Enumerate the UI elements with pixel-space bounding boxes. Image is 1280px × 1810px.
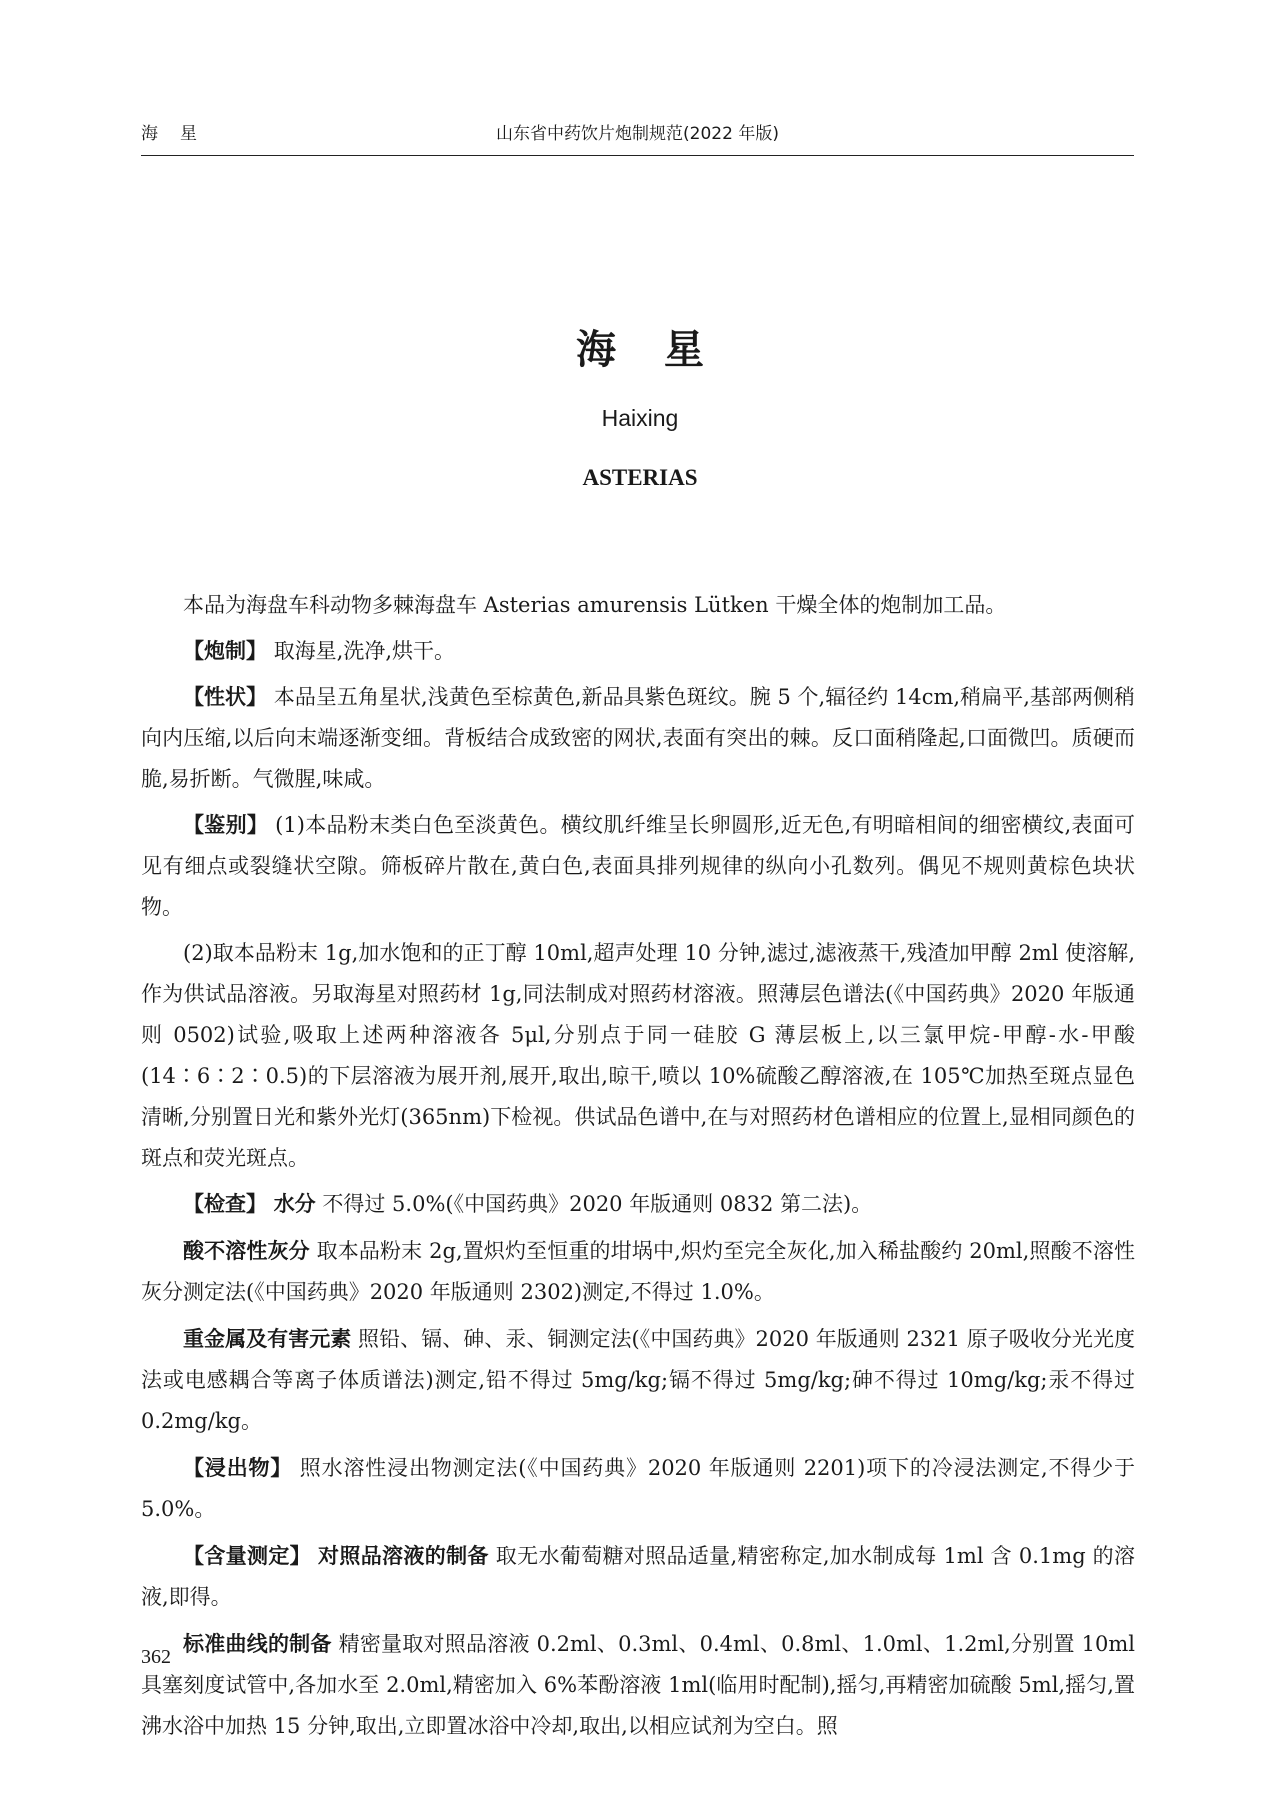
identification-paragraph-2: (2)取本品粉末 1g,加水饱和的正丁醇 10ml,超声处理 10 分钟,滤过,滤液蒸干,残渣加甲醇 2ml 使溶解,作为供试品溶液。另取海星对照药材 1g,同法制成对照药材溶液。照薄层色谱法(《中国药典》2020 年版通则 0502)试验,吸取上述两种溶液各 5μl,分别点于同一硅胶 G 薄层板上,以三氯甲烷-甲醇-水-甲酸(14∶6∶2∶0.5)的下层溶液为展开剂,展开,取出,晾干,喷以 10%硫酸乙醇溶液,在 105℃加热至斑点显色清晰,分别置日光和紫外光灯(365nm)下检视。供试品色谱中,在与对照药材色谱相应的位置上,显相同颜色的斑点和荧光斑点。: [141, 941, 1135, 1170]
intro-paragraph: 本品为海盘车科动物多棘海盘车 Asterias amurensis Lütken 干燥全体的炮制加工品。: [183, 593, 1007, 617]
description-heading: 【性状】: [183, 685, 268, 709]
extract-heading: 【浸出物】: [183, 1456, 293, 1480]
assay-paragraph: [141, 1536, 1135, 1618]
header-entry-name: 海星: [141, 124, 219, 144]
standard-curve-paragraph: [141, 1624, 1135, 1747]
identification-paragraph-1: [141, 805, 1135, 928]
reference-solution-text: 取无水葡萄糖对照品适量,精密称定,加水制成每 1ml 含 0.1mg 的溶液,即得。: [141, 1544, 1135, 1609]
acid-ash-text: 取本品粉末 2g,置炽灼至恒重的坩埚中,炽灼至完全灰化,加入稀盐酸约 20ml,照酸不溶性灰分测定法(《中国药典》2020 年版通则 2302)测定,不得过 1.0%。: [141, 1239, 1135, 1304]
processing-heading: 【炮制】: [183, 639, 267, 663]
processing-paragraph: [141, 631, 1135, 672]
extract-text: 照水溶性浸出物测定法(《中国药典》2020 年版通则 2201)项下的冷浸法测定,不得少于 5.0%。: [141, 1456, 1136, 1521]
moisture-text: 不得过 5.0%(《中国药典》2020 年版通则 0832 第二法)。: [322, 1192, 873, 1216]
heavy-metals-paragraph: [141, 1319, 1135, 1442]
inspection-heading: 【检查】: [183, 1192, 267, 1216]
processing-text: 取海星,洗净,烘干。: [273, 639, 456, 663]
identification-text-1: (1)本品粉末类白色至淡黄色。横纹肌纤维呈长卵圆形,近无色,有明暗相间的细密横纹,表面可见有细点或裂缝状空隙。筛板碎片散在,黄白色,表面具排列规律的纵向小孔数列。偶见不规则黄棕色块状物。: [141, 813, 1136, 919]
extract-paragraph: [141, 1448, 1135, 1530]
acid-ash-paragraph: [141, 1231, 1135, 1313]
standard-curve-text: 精密量取对照品溶液 0.2ml、0.3ml、0.4ml、0.8ml、1.0ml、1.2ml,分别置 10ml 具塞刻度试管中,各加水至 2.0ml,精密加入 6%苯酚溶液 1ml(临用时配制),摇匀,再精密加硫酸 5ml,摇匀,置沸水浴中加热 15 分钟,取出,立即置冰浴中冷却,取出,以相应试剂为空白。照: [141, 1632, 1135, 1738]
inspection-paragraph: [141, 1184, 1135, 1225]
header-book-title: 山东省中药饮片炮制规范(2022 年版): [496, 124, 779, 144]
description-text: 本品呈五角星状,浅黄色至棕黄色,新品具紫色斑纹。腕 5 个,辐径约 14cm,稍扁平,基部两侧稍向内压缩,以后向末端逐渐变细。背板结合成致密的网状,表面有突出的棘。反口面稍隆起,口面微凹。质硬而脆,易折断。气微腥,味咸。: [141, 685, 1136, 791]
heavy-metals-text: 照铅、镉、砷、汞、铜测定法(《中国药典》2020 年版通则 2321 原子吸收分光光度法或电感耦合等离子体质谱法)测定,铅不得过 5mg/kg;镉不得过 5mg/kg;砷不得过 10mg/kg;汞不得过 0.2mg/kg。: [141, 1327, 1135, 1433]
entry-pinyin: Haixing: [601, 405, 679, 431]
running-header: [141, 115, 1134, 156]
moisture-label: 水分: [273, 1192, 316, 1216]
reference-solution-label: 对照品溶液的制备: [318, 1544, 489, 1568]
entry-latin-name: ASTERIAS: [582, 465, 698, 490]
assay-heading: 【含量测定】: [183, 1544, 312, 1568]
page-number: 362: [141, 1646, 171, 1668]
description-paragraph: [141, 677, 1135, 800]
entry-title: 海星: [576, 327, 752, 373]
standard-curve-label: 标准曲线的制备: [183, 1632, 332, 1656]
entry-body: [141, 585, 1135, 1752]
heavy-metals-label: 重金属及有害元素: [183, 1327, 352, 1351]
identification-heading: 【鉴别】: [183, 813, 269, 837]
acid-ash-label: 酸不溶性灰分: [183, 1239, 310, 1263]
